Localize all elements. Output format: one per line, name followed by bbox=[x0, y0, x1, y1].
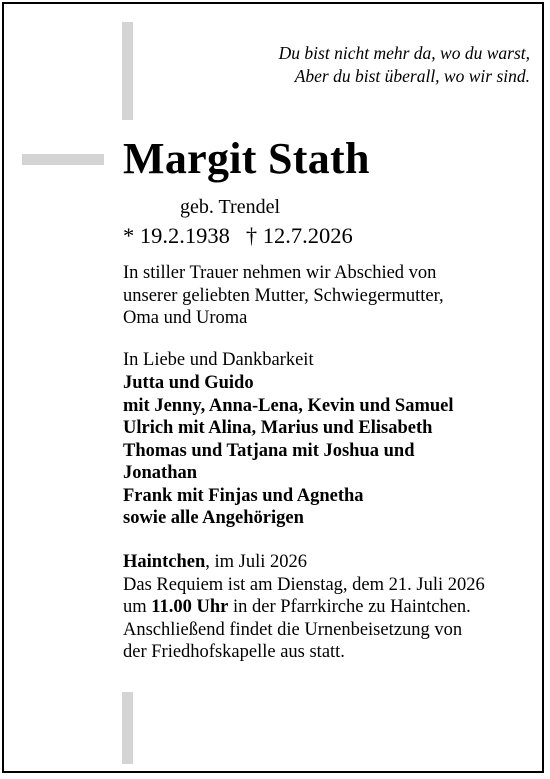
life-dates bbox=[123, 223, 353, 249]
family-line: Jonathan bbox=[123, 463, 198, 483]
family-line: Thomas und Tatjana mit Joshua und bbox=[123, 440, 415, 461]
quote-line-1: Du bist nicht mehr da, wo du warst, bbox=[278, 43, 530, 63]
church-text: in der Pfarrkirche zu Haintchen. bbox=[228, 597, 471, 617]
cross-bar-bottom bbox=[122, 692, 133, 764]
service-time: 11.00 Uhr bbox=[151, 597, 229, 617]
family-line: Jutta und Guido bbox=[123, 373, 254, 393]
family-line: mit Jenny, Anna-Lena, Kevin und Samuel bbox=[123, 395, 454, 416]
birth-date: * 19.2.1938 bbox=[123, 223, 230, 248]
quote-line-2: Aber du bist überall, wo wir sind. bbox=[294, 66, 530, 86]
deceased-name: Margit Stath bbox=[123, 134, 370, 183]
intro-text bbox=[123, 262, 444, 330]
family-line: sowie alle Angehörigen bbox=[123, 508, 304, 528]
death-date: † 12.7.2026 bbox=[245, 223, 353, 248]
family-line: Ulrich mit Alina, Marius und Elisabeth bbox=[123, 418, 433, 438]
intro-line: unserer geliebten Mutter, Schwiegermutter, bbox=[123, 285, 444, 306]
intro-line: In stiller Trauer nehmen wir Abschied von bbox=[123, 263, 437, 283]
memorial-quote bbox=[279, 42, 530, 88]
family-line: Frank mit Finjas und Agnetha bbox=[123, 485, 364, 506]
place-date: , im Juli 2026 bbox=[205, 552, 307, 572]
service-info bbox=[123, 551, 485, 664]
requiem-line: Das Requiem ist am Dienstag, dem 21. Juli 2026 bbox=[123, 574, 485, 595]
burial-line: Anschließend findet die Urnenbeisetzung von bbox=[123, 619, 463, 640]
family-list bbox=[123, 372, 454, 530]
birth-name: geb. Trendel bbox=[180, 196, 280, 218]
intro-line: Oma und Uroma bbox=[123, 308, 248, 328]
place-name: Haintchen bbox=[123, 552, 206, 572]
cross-bar-left bbox=[22, 154, 104, 165]
place-date-line bbox=[123, 551, 485, 574]
burial-line: der Friedhofskapelle aus statt. bbox=[123, 642, 345, 662]
love-line: In Liebe und Dankbarkeit bbox=[123, 350, 314, 370]
time-line bbox=[123, 596, 485, 619]
time-prefix: um bbox=[123, 597, 152, 617]
obituary-card bbox=[2, 2, 544, 773]
cross-bar-top bbox=[122, 22, 133, 120]
